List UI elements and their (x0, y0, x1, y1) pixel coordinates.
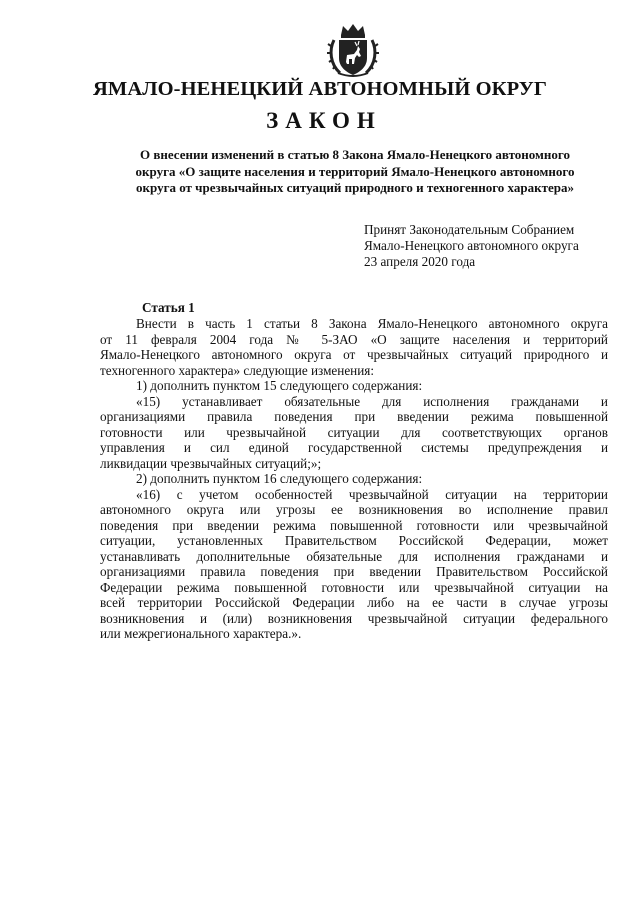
article-line: или межрегионального характера.». (100, 626, 302, 641)
article-line: 1) дополнить пунктом 15 следующего содержания: (136, 378, 423, 393)
article-heading: Статья 1 (142, 300, 195, 315)
coat-of-arms-icon (326, 22, 380, 78)
article-line: поведения при введении режима повышенной готовности или чрезвычайной (100, 517, 608, 533)
article-line: управления и сил единой государственной системы предупреждения и (100, 440, 608, 455)
adoption-note (364, 222, 579, 270)
article-body (100, 316, 608, 642)
article-line: устанавливать дополнительные обязательные для исполнения гражданами и (100, 548, 608, 564)
article-line: Ямало-Ненецкого автономного округа от чрезвычайных ситуаций природного и (100, 347, 608, 362)
article-line: «16) с учетом особенностей чрезвычайной ситуации на территории (136, 486, 608, 502)
article-line: возникновения и (или) возникновения чрезвычайной ситуации федерального (100, 610, 608, 626)
adoption-line: 23 апреля 2020 года (364, 254, 476, 269)
article-line: организациями правила поведения при введении режима повышенной (100, 409, 608, 424)
article-line: ликвидации чрезвычайных ситуаций;»; (100, 455, 322, 471)
article-line: «15) устанавливает обязательные для исполнения гражданами и (136, 393, 608, 409)
article-line: готовности или чрезвычайной ситуации для соответствующих органов (100, 424, 608, 440)
article-line: всей территории Российской Федерации либо на ее части в случае угрозы (100, 595, 608, 610)
article-line: автономного округа или угрозы ее возникновения во исполнение правил (100, 502, 608, 517)
article-line: ситуации, установленных Правительством Российской Федерации, может (100, 533, 608, 548)
region-heading: ЯМАЛО-НЕНЕЦКИЙ АВТОНОМНЫЙ ОКРУГ (92, 78, 548, 100)
law-title-line: округа «О защите населения и территорий Ямало-Ненецкого автономного (135, 163, 575, 179)
document-type-heading: ЗАКОН (266, 108, 382, 133)
article-line: организациями правила поведения при введении Правительством Российской (100, 564, 608, 579)
adoption-line: Ямало-Ненецкого автономного округа (364, 238, 579, 253)
article-line: 2) дополнить пунктом 16 следующего содержания: (136, 471, 423, 486)
article-line: техногенного характера» следующие изменения: (100, 362, 375, 378)
law-title-line: О внесении изменений в статью 8 Закона Ямало-Ненецкого автономного (140, 147, 570, 162)
law-title (100, 147, 610, 197)
article-line: Внести в часть 1 статьи 8 Закона Ямало-Ненецкого автономного округа (136, 316, 608, 331)
adoption-line: Принят Законодательным Собранием (364, 222, 575, 237)
law-title-line: округа от чрезвычайных ситуаций природного и техногенного характера» (136, 180, 574, 195)
article-line: от 11 февраля 2004 года № 5-ЗАО «О защите населения и территорий (100, 331, 608, 347)
article-line: Федерации режима повышенной готовности или чрезвычайной ситуации на (100, 579, 608, 595)
